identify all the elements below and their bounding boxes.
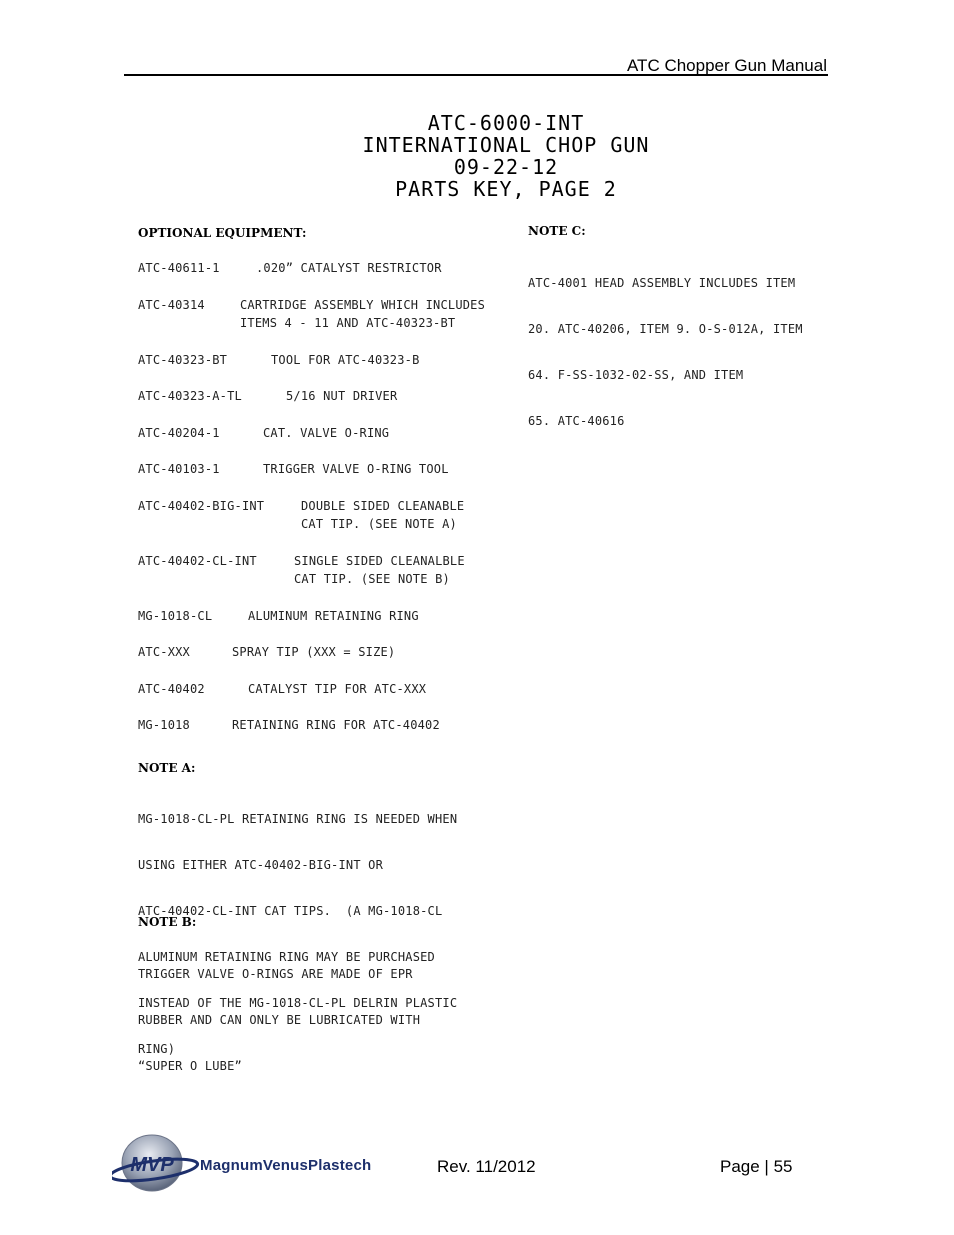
note-b-line: TRIGGER VALVE O-RINGS ARE MADE OF EPR [138, 967, 413, 981]
title-line-date: 09-22-12 [453, 155, 559, 179]
part-number: ATC-40611-1 [138, 261, 220, 275]
logo-mark-text: MVP [130, 1154, 174, 1176]
note-c-line: 65. ATC-40616 [528, 414, 625, 428]
part-description: SPRAY TIP (XXX = SIZE) [232, 645, 396, 659]
part-number: ATC-40323-BT [138, 353, 228, 367]
title-line-product: INTERNATIONAL CHOP GUN [362, 133, 650, 157]
part-number: ATC-40402 [138, 682, 205, 696]
part-description: TRIGGER VALVE O-RING TOOL [263, 462, 449, 476]
part-description: CAT. VALVE O-RING [263, 426, 390, 440]
company-name: MagnumVenusPlastech [200, 1157, 372, 1174]
optional-equipment-heading: OPTIONAL EQUIPMENT: [138, 226, 307, 240]
note-c-body [528, 246, 803, 444]
title-line-parts-key: PARTS KEY, PAGE 2 [395, 177, 617, 201]
revision-label: Rev. 11/2012 [437, 1157, 536, 1176]
part-description: SINGLE SIDED CLEANALBLE [294, 554, 465, 568]
note-a-line: RING) [138, 1042, 176, 1056]
part-number: ATC-40314 [138, 298, 205, 312]
part-number: ATC-40402-CL-INT [138, 554, 257, 568]
part-description: TOOL FOR ATC-40323-B [271, 353, 420, 367]
header-rule [124, 74, 828, 76]
part-description-cont: ITEMS 4 - 11 AND ATC-40323-BT [240, 316, 456, 330]
note-b-body [138, 937, 420, 1089]
part-description-cont: CAT TIP. (SEE NOTE B) [294, 572, 450, 586]
part-number: ATC-40323-A-TL [138, 389, 242, 403]
part-description: CATALYST TIP FOR ATC-XXX [248, 682, 427, 696]
note-a-line: ATC-40402-CL-INT CAT TIPS. (A MG-1018-CL [138, 904, 443, 918]
part-description: 5/16 NUT DRIVER [286, 389, 398, 403]
note-c-line: 64. F-SS-1032-02-SS, AND ITEM [528, 368, 744, 382]
page-number: Page | 55 [720, 1157, 793, 1176]
note-a-heading: NOTE A: [138, 761, 196, 775]
note-a-line: ALUMINUM RETAINING RING MAY BE PURCHASED [138, 950, 435, 964]
note-b-line: RUBBER AND CAN ONLY BE LUBRICATED WITH [138, 1013, 421, 1027]
part-number: ATC-40103-1 [138, 462, 220, 476]
part-description: CARTRIDGE ASSEMBLY WHICH INCLUDES [240, 298, 486, 312]
part-number: ATC-40402-BIG-INT [138, 499, 265, 513]
part-number: ATC-XXX [138, 645, 190, 659]
note-c-line: ATC-4001 HEAD ASSEMBLY INCLUDES ITEM [528, 276, 796, 290]
part-description-cont: CAT TIP. (SEE NOTE A) [301, 517, 457, 531]
note-a-line: USING EITHER ATC-40402-BIG-INT OR [138, 858, 384, 872]
note-a-line: MG-1018-CL-PL RETAINING RING IS NEEDED WHEN [138, 812, 458, 826]
title-line-model: ATC-6000-INT [427, 111, 585, 135]
note-c-line: 20. ATC-40206, ITEM 9. O-S-012A, ITEM [528, 322, 803, 336]
part-description: RETAINING RING FOR ATC-40402 [232, 718, 440, 732]
part-description: DOUBLE SIDED CLEANABLE [301, 499, 465, 513]
note-a-line: INSTEAD OF THE MG-1018-CL-PL DELRIN PLASTIC [138, 996, 458, 1010]
running-header-title: ATC Chopper Gun Manual [626, 56, 827, 75]
note-c-heading: NOTE C: [528, 224, 586, 238]
part-description: .020” CATALYST RESTRICTOR [256, 261, 442, 275]
note-b-heading: NOTE B: [138, 915, 197, 929]
part-number: MG-1018-CL [138, 609, 213, 623]
part-description: ALUMINUM RETAINING RING [248, 609, 419, 623]
mvp-logo-icon [112, 1130, 212, 1200]
document-title [0, 112, 954, 200]
note-b-line: “SUPER O LUBE” [138, 1059, 242, 1073]
part-number: MG-1018 [138, 718, 190, 732]
part-number: ATC-40204-1 [138, 426, 220, 440]
